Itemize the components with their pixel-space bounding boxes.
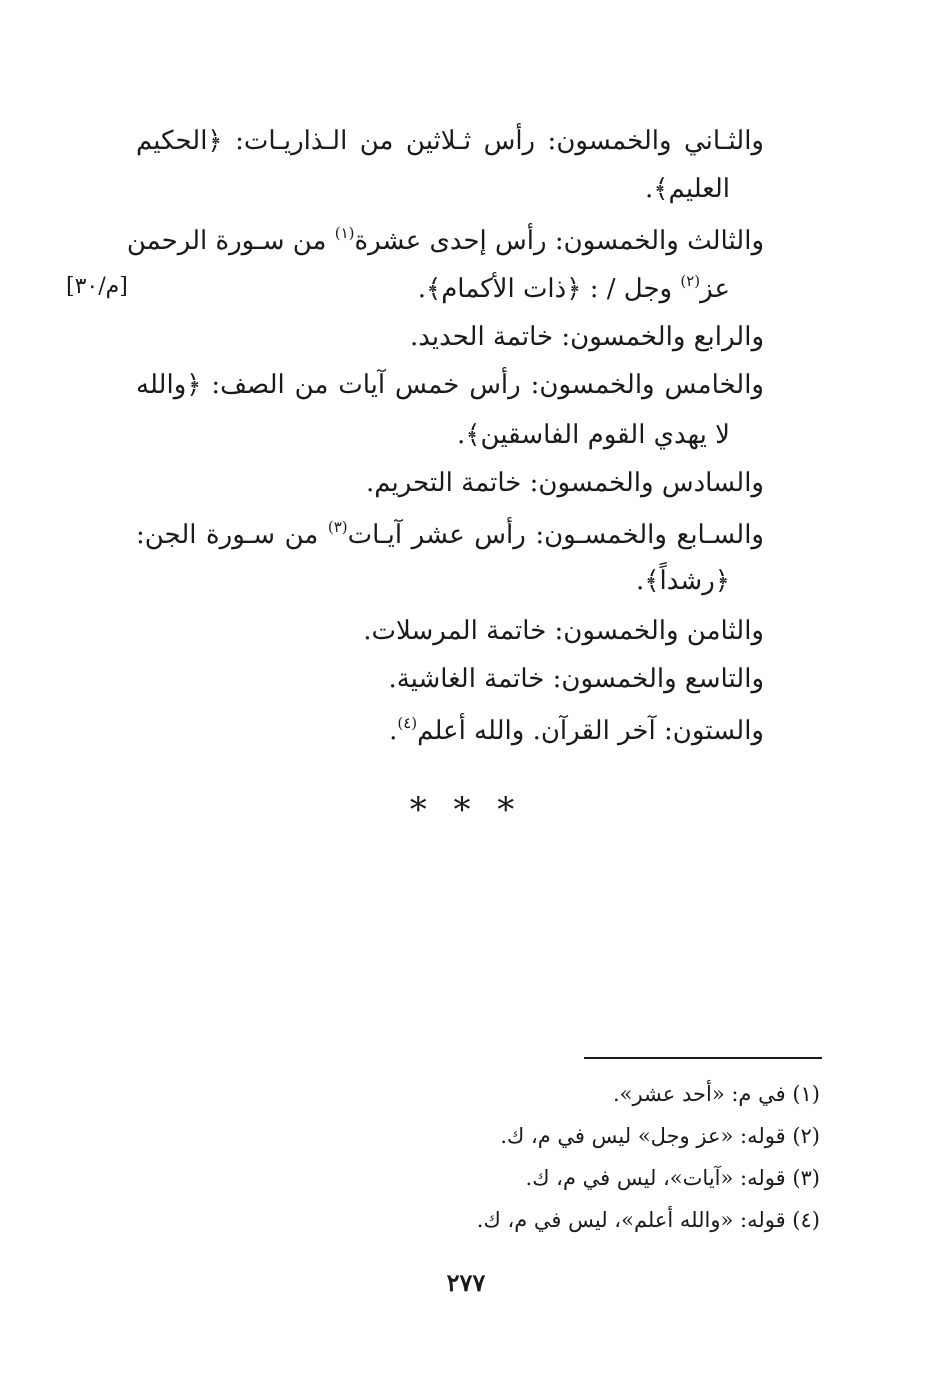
page-number: ٢٧٧	[446, 1268, 486, 1297]
text-line: والتاسع والخمسون: خاتمة الغاشية.	[388, 664, 764, 694]
text-line: العليم﴾.	[645, 174, 730, 204]
text-segment: والسـابع والخمسـون: رأس عشر آيـات$^{(٣)}$	[327, 518, 764, 550]
text-line	[126, 224, 764, 256]
footnote-marker: (٣)	[327, 518, 348, 536]
text-line: والسادس والخمسون: خاتمة التحريم.	[365, 468, 764, 498]
text-line: والثـاني والخمسون: رأس ثـلاثين من الـذاريـات: ﴿الحكيم	[136, 126, 764, 156]
text-line: والرابع والخمسون: خاتمة الحديد.	[409, 322, 764, 352]
text-line	[418, 274, 730, 302]
text-line: والثامن والخمسون: خاتمة المرسلات.	[363, 616, 764, 646]
text-line	[136, 520, 764, 548]
text-line: لا يهدي القوم الفاسقين﴾.	[457, 420, 730, 450]
footnote: (١) في م: «أحد عشر».	[612, 1082, 820, 1106]
footnote: (٣) قوله: «آيات»، ليس في م، ك.	[525, 1166, 820, 1190]
footnote: (٢) قوله: «عز وجل» ليس في م، ك.	[500, 1124, 820, 1148]
text-segment: عز	[700, 274, 730, 304]
footnote: (٤) قوله: «والله أعلم»، ليس في م، ك.	[476, 1208, 820, 1232]
text-segment: من سـورة الجن:	[136, 520, 319, 550]
margin-reference: [م/٣٠]	[66, 274, 128, 299]
text-segment: من سـورة الرحمن	[126, 226, 327, 256]
text-line: والخامس والخمسون: رأس خمس آيات من الصف: ﴿والله	[136, 370, 764, 400]
text-line: ﴿رشداً﴾.	[636, 566, 730, 596]
section-separator: * * *	[409, 790, 523, 830]
footnote-marker: (٢)	[680, 272, 701, 290]
text-segment: وجل / : ﴿ذات الأكمام﴾.	[417, 274, 673, 304]
text-line: والستون: آخر القرآن. والله أعلم$^{(٤)}$.	[389, 714, 764, 746]
footnote-divider	[584, 1057, 822, 1059]
text-segment: والثالث والخمسون: رأس إحدى عشرة$^{(١)}$	[334, 224, 764, 256]
footnote-marker: (١)	[334, 224, 355, 242]
footnote-marker: (٤)	[397, 714, 418, 732]
